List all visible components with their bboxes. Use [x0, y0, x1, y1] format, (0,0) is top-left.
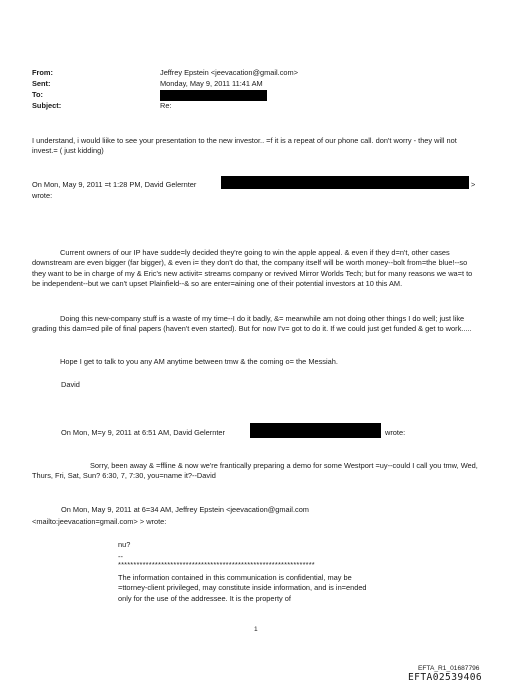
- message-paragraph: Sorry, been away & =ffline & now we're frantically preparing a demo for some Westport =uy--could I call you tmw, Wed, Thurs, Fri, Sat, Sun? 6:30, 7, 7:30, you=name it?--David: [32, 461, 478, 481]
- document-id-large: EFTA02539406: [408, 672, 483, 683]
- quote-header-1: On Mon, May 9, 2011 =t 1:28 PM, David Gelernter: [32, 180, 197, 189]
- quote-header-2: On Mon, M=y 9, 2011 at 6:51 AM, David Gelernter: [61, 428, 225, 437]
- document-id-small: EFTA_R1_01687796: [418, 665, 480, 672]
- quote-header-3-mailto: <mailto:jeevacation=gmail.com> > wrote:: [32, 517, 167, 526]
- disclaimer-text: The information contained in this communication is confidential, may be =ttorney-client privileged, may constitute inside information, and is in=ended only for the use of the addressee. It is the property of: [118, 573, 367, 603]
- quote-header-3: On Mon, May 9, 2011 at 6=34 AM, Jeffrey Epstein <jeevacation@gmail.com: [61, 505, 309, 514]
- to-redaction: [160, 90, 267, 101]
- quote-header-2-wrote: wrote:: [385, 428, 406, 437]
- email-redaction-2: [250, 423, 381, 438]
- message-paragraph: I understand, i would liike to see your presentation to the new investor.. =f it is a repeat of our phone call. don't worry - they will not invest.= ( just kidding): [32, 136, 457, 156]
- message-paragraph: Current owners of our IP have sudde=ly decided they're going to win the apple appeal. & even if they d=n't, other cases downstream are even bigger (far bigger), & even i= they don't do that, the company itself will be worth money--bolt from=the blue!--so they want to be in charge of my & Eric's new activit= streams company or revived Mirror Worlds Tech; but for many reasons we wa=t to be independent--but we can't upset Plainfield--& so are enter=aining one of their potential investors at 10 this AM.: [32, 248, 473, 289]
- message-paragraph: Doing this new-company stuff is a waste of my time--I do it badly, &= meanwhile am not doing other things I do well; just like grading this dam=ed pile of final papers (haven't even started). But for now I'v= got to do it. If we could just get funded & get to work.....: [32, 314, 472, 334]
- subject-value: Re:: [160, 101, 172, 110]
- message-paragraph: Hope I get to talk to you any AM anytime between tmw & the coming o= the Messiah.: [60, 357, 338, 366]
- signature: David: [61, 380, 80, 389]
- quote-header-1-bracket: >: [471, 180, 476, 189]
- from-value: Jeffrey Epstein <jeevacation@gmail.com>: [160, 68, 299, 77]
- to-label: To:: [32, 90, 43, 99]
- email-redaction-1: [221, 176, 469, 189]
- quote-header-1-wrote: wrote:: [32, 191, 53, 200]
- sent-label: Sent:: [32, 79, 51, 88]
- from-label: From:: [32, 68, 53, 77]
- subject-label: Subject:: [32, 101, 62, 110]
- stars-separator: ****************************************************************: [118, 560, 315, 569]
- dashes-line: --: [118, 552, 123, 561]
- sent-value: Monday, May 9, 2011 11:41 AM: [160, 79, 263, 88]
- nu-line: nu?: [118, 540, 131, 549]
- page-number: 1: [254, 626, 258, 633]
